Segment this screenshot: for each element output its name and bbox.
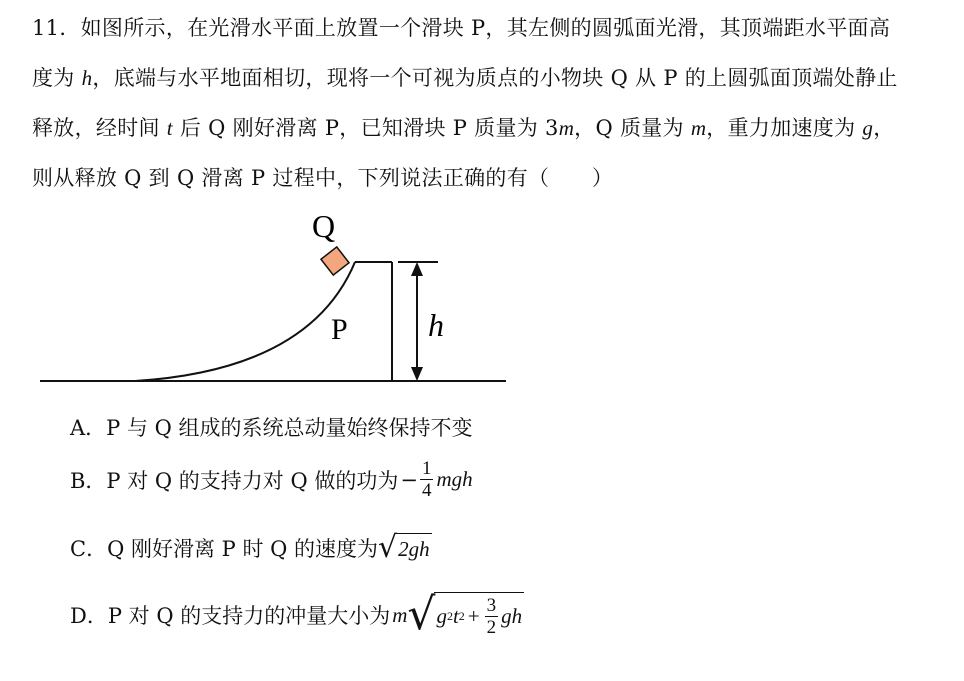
var-gh: gh [501, 604, 523, 628]
option-d-text: D．P 对 Q 的支持力的冲量大小为 [70, 604, 391, 628]
var-g: g [862, 116, 874, 140]
exponent: 2 [446, 609, 453, 623]
fraction-three-halves [485, 595, 499, 638]
label-q: Q [312, 208, 336, 244]
arrow-down-icon [411, 367, 423, 381]
arc-surface [135, 262, 355, 381]
radical-sign-icon: √ [378, 530, 398, 565]
var-m: m [558, 116, 575, 140]
option-d[interactable] [70, 589, 524, 640]
var-h: h [81, 66, 93, 90]
fraction-denominator: 2 [486, 617, 497, 638]
question-text-2b: ，底端与水平地面相切，现将一个可视为质点的小物块 Q 从 P 的上圆弧面顶端处静止 [92, 66, 898, 90]
var-t: t [452, 604, 459, 628]
option-b-text: B．P 对 Q 的支持力对 Q 做的功为 [70, 468, 399, 493]
question-text-3c: ，Q 质量为 [574, 116, 691, 140]
var-g: g [436, 604, 447, 628]
fraction-one-quarter [420, 458, 434, 501]
exponent: 2 [458, 609, 465, 623]
question-text-3e: ， [873, 116, 895, 140]
option-c[interactable] [70, 530, 432, 565]
option-b-mgh: mgh [436, 467, 473, 491]
fraction-numerator: 1 [421, 458, 432, 479]
minus-sign: − [400, 467, 418, 492]
question-text-1: 11．如图所示，在光滑水平面上放置一个滑块 P，其左侧的圆弧面光滑，其顶端距水平面高 [32, 16, 891, 40]
label-h: h [428, 307, 444, 343]
label-p: P [331, 313, 348, 346]
radical-sign-icon: √ [407, 589, 436, 640]
arrow-up-icon [411, 262, 423, 276]
block-q [321, 247, 349, 275]
var-t: t [166, 116, 173, 140]
question-text-2a: 度为 [32, 66, 82, 90]
question-text-3b: 后 Q 刚好滑离 P，已知滑块 P 质量为 3 [172, 116, 559, 140]
var-m: m [690, 116, 707, 140]
fraction-numerator: 3 [486, 595, 497, 616]
fraction-denominator: 4 [421, 480, 432, 501]
option-b[interactable] [70, 458, 473, 501]
plus-sign: + [467, 604, 480, 628]
question-text-3a: 释放，经时间 [32, 116, 167, 140]
question-text-4: 则从释放 Q 到 Q 滑离 P 过程中，下列说法正确的有（ ） [32, 166, 614, 190]
radicand: 2gh [396, 533, 432, 563]
option-a[interactable] [70, 412, 473, 442]
var-m: m [392, 602, 408, 627]
option-a-text: A．P 与 Q 组成的系统总动量始终保持不变 [70, 416, 473, 440]
sqrt-expression [407, 589, 524, 640]
sqrt-2gh [378, 530, 432, 565]
option-c-text: C．Q 刚好滑离 P 时 Q 的速度为 [70, 537, 379, 561]
radicand-d [434, 592, 524, 638]
question-text-3d: ，重力加速度为 [706, 116, 863, 140]
